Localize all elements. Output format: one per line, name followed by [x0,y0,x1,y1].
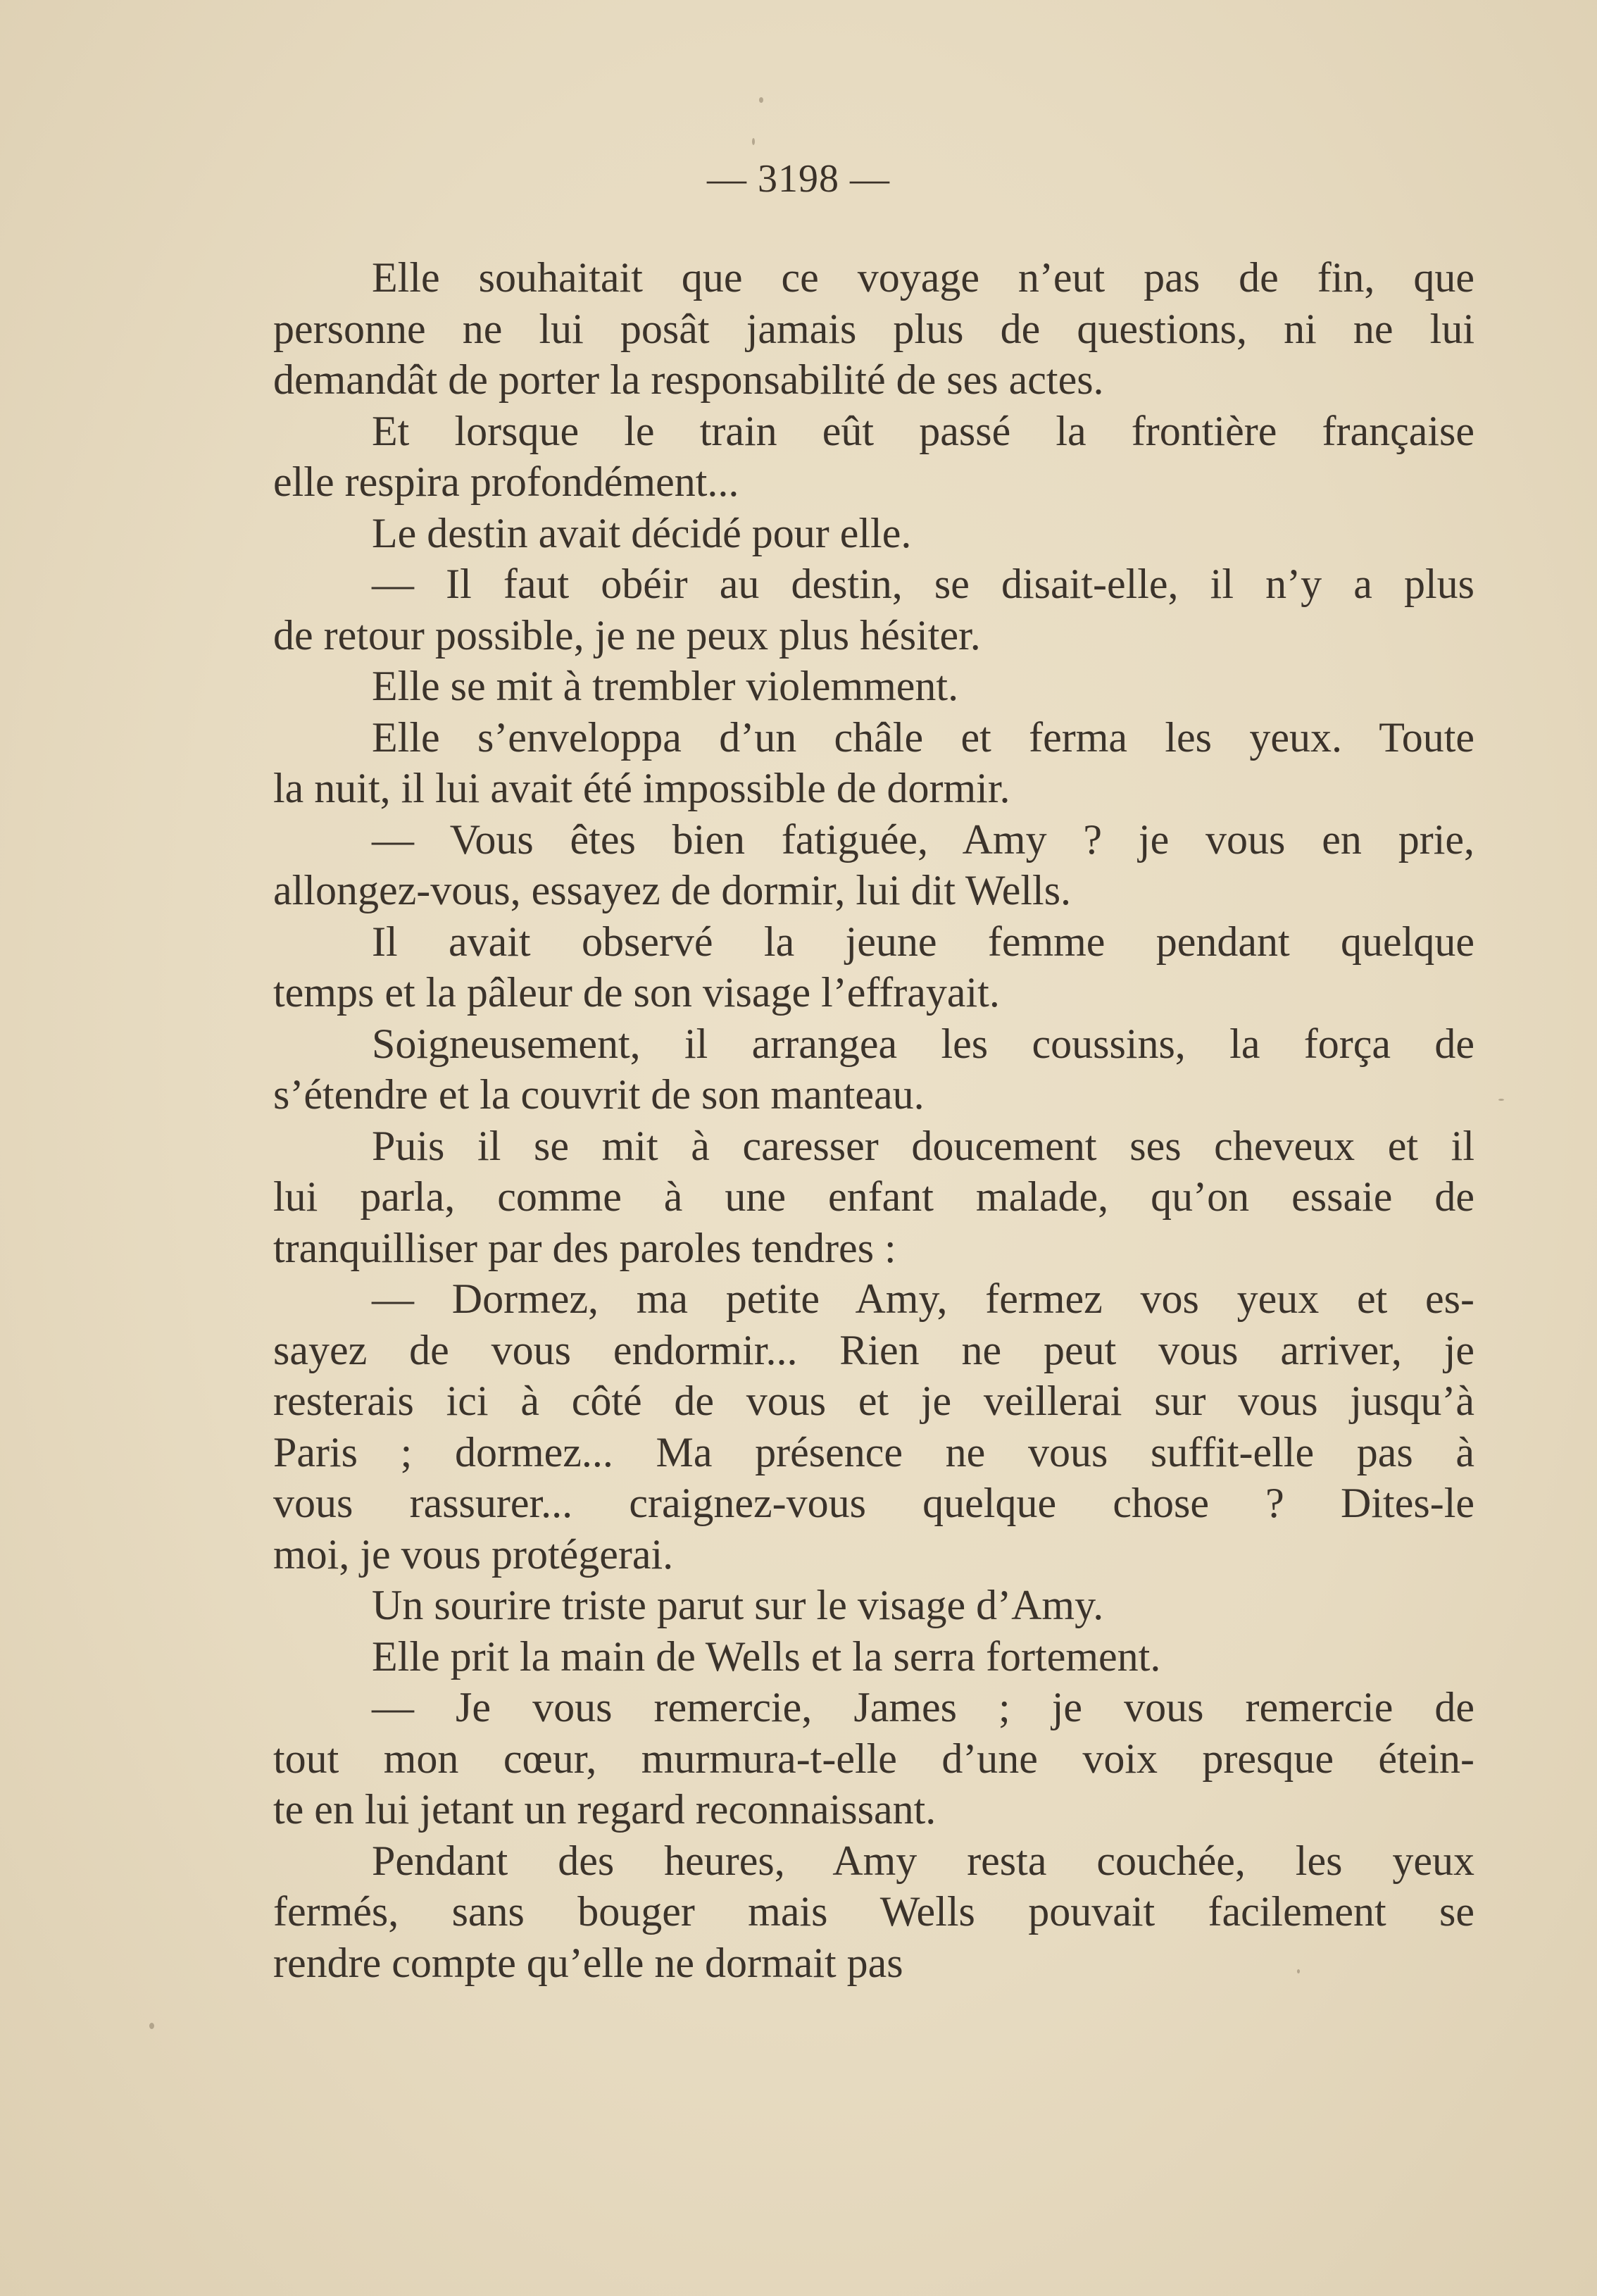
text-line-18: Puis il se mit à caresser doucement ses cheveux et il [372,1122,1474,1169]
text-line-33: fermés, sans bouger mais Wells pouvait facilement se [273,1888,1474,1935]
text-line-13: allongez-vous, essayez de dormir, lui dit Wells. [273,867,1072,913]
text-line-1: Elle souhaitait que ce voyage n’eut pas de fin, que [372,254,1474,301]
page-number: — 3198 — [707,157,890,201]
text-line-23: resterais ici à côté de vous et je veillerai sur vous jusqu’à [273,1378,1474,1424]
text-line-22: sayez de vous endormir... Rien ne peut vous arriver, je [273,1326,1474,1373]
text-line-30: tout mon cœur, murmura-t-elle d’une voix presque étein- [273,1735,1474,1782]
text-line-16: Soigneusement, il arrangea les coussins, la força de [372,1020,1474,1067]
text-line-27: Un sourire triste parut sur le visage d’Amy. [372,1582,1104,1628]
text-line-21: — Dormez, ma petite Amy, fermez vos yeux et es- [372,1275,1474,1322]
paper-speck [759,97,763,103]
text-line-28: Elle prit la main de Wells et la serra fortement. [372,1633,1161,1680]
text-line-6: Le destin avait décidé pour elle. [372,509,912,556]
text-line-34: rendre compte qu’elle ne dormait pas [273,1939,903,1986]
paper-speck [149,2023,154,2029]
paper-speck [1297,1969,1300,1973]
text-line-2: personne ne lui posât jamais plus de questions, ni ne lui [273,305,1474,352]
text-line-9: Elle se mit à trembler violemment. [372,663,959,709]
text-line-5: elle respira profondément... [273,458,739,505]
body-text [273,252,1474,1988]
paper-speck [752,138,755,145]
text-line-29: — Je vous remercie, James ; je vous remercie de [372,1684,1474,1730]
text-line-31: te en lui jetant un regard reconnaissant. [273,1786,937,1833]
text-line-8: de retour possible, je ne peux plus hésiter. [273,611,981,659]
text-line-32: Pendant des heures, Amy resta couchée, les yeux [372,1837,1474,1884]
text-line-12: — Vous êtes bien fatiguée, Amy ? je vous en prie, [372,816,1474,863]
text-line-10: Elle s’enveloppa d’un châle et ferma les yeux. Toute [372,713,1474,761]
text-line-26: moi, je vous protégerai. [273,1530,674,1578]
text-line-25: vous rassurer... craignez-vous quelque chose ? Dites-le [273,1480,1474,1526]
paper-speck [1498,1099,1504,1101]
text-line-14: Il avait observé la jeune femme pendant quelque [372,918,1474,965]
text-line-11: la nuit, il lui avait été impossible de dormir. [273,765,1010,811]
text-line-4: Et lorsque le train eût passé la frontière française [372,407,1474,454]
text-line-3: demandât de porter la responsabilité de ses actes. [273,356,1104,403]
text-line-7: — Il faut obéir au destin, se disait-elle, il n’y a plus [372,561,1474,607]
text-line-15: temps et la pâleur de son visage l’effrayait. [273,969,1000,1016]
text-line-17: s’étendre et la couvrit de son manteau. [273,1071,925,1118]
text-line-20: tranquilliser par des paroles tendres : [273,1224,896,1271]
text-line-24: Paris ; dormez... Ma présence ne vous suffit-elle pas à [273,1428,1474,1475]
text-line-19: lui parla, comme à une enfant malade, qu’on essaie de [273,1173,1474,1220]
